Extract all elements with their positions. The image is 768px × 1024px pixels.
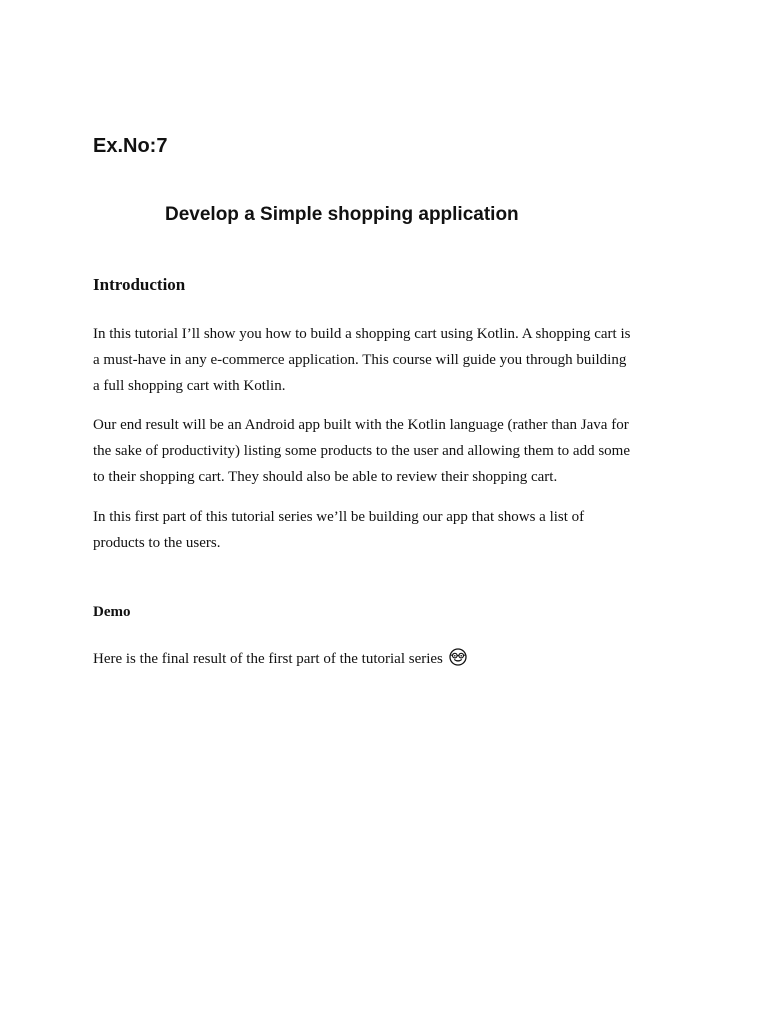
- introduction-paragraph-2: [93, 412, 630, 490]
- demo-paragraph: [93, 646, 467, 675]
- paragraph-line: the sake of productivity) listing some products to the user and allowing them to add some: [93, 443, 630, 459]
- demo-text: Here is the final result of the first part of the tutorial series: [93, 651, 443, 667]
- nerd-face-emoji-icon: [449, 648, 467, 675]
- exercise-number: Ex.No:7: [93, 135, 168, 157]
- paragraph-line: Our end result will be an Android app built with the Kotlin language (rather than Java for: [93, 417, 629, 433]
- paragraph-line: to their shopping cart. They should also be able to review their shopping cart.: [93, 469, 558, 485]
- paragraph-line: products to the users.: [93, 535, 221, 551]
- paragraph-line: a must-have in any e-commerce application. This course will guide you through building: [93, 352, 627, 368]
- paragraph-line: In this tutorial I’ll show you how to build a shopping cart using Kotlin. A shopping cart is: [93, 326, 631, 342]
- demo-heading: Demo: [93, 604, 131, 620]
- paragraph-line: In this first part of this tutorial series we’ll be building our app that shows a list of: [93, 509, 585, 525]
- introduction-paragraph-1: [93, 321, 630, 399]
- document-title: Develop a Simple shopping application: [165, 204, 519, 225]
- introduction-paragraph-3: [93, 504, 584, 556]
- paragraph-line: a full shopping cart with Kotlin.: [93, 378, 286, 394]
- introduction-heading: Introduction: [93, 275, 186, 294]
